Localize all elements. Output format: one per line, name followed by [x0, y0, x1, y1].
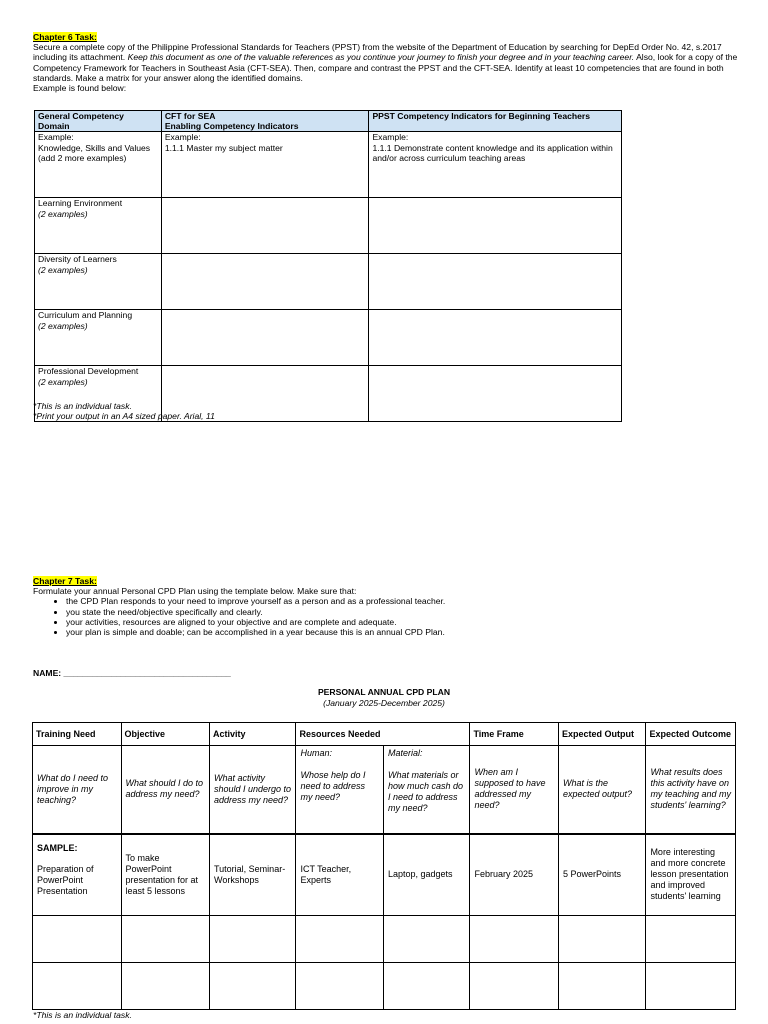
ppst-cell — [369, 254, 622, 310]
header-expected-outcome: Expected Outcome — [646, 723, 736, 746]
example-line: Example is found below: — [33, 83, 127, 94]
list-item: • your plan is simple and doable; can be accomplished in a year because this is an annual CPD Plan. — [66, 627, 739, 637]
guide-human: Human: Whose help do I need to address my need? — [296, 746, 383, 834]
cft-cell: Example: 1.1.1 Master my subject matter — [161, 132, 369, 198]
chapter-6-intro: Secure a complete copy of the Philippine Professional Standards for Teachers (PPST) from the website of the Department of Education by searching for DepEd Order No. 42, s.2017 including its attachment. Keep this document as one of the valuable references as you continue your journey to finish your degree and in your teaching career. Also, look for a copy of the Competency Framework for Teachers in Southeast Asia (CFT-SEA). Then, compare and contrast the PPST and the CFT-SEA. Identify at least 10 competencies that are found in both standards. Make a matrix for your answer along the identified domains. — [33, 42, 738, 83]
cft-cell — [161, 198, 369, 254]
plan-title: PERSONAL ANNUAL CPD PLAN — [317, 687, 451, 697]
header-ppst: PPST Competency Indicators for Beginning Teachers — [369, 111, 622, 132]
header-resources: Resources Needed — [296, 723, 470, 746]
cft-cell — [161, 310, 369, 366]
table-row — [33, 963, 736, 1010]
sample-material: Laptop, gadgets — [383, 834, 469, 916]
table-row — [35, 198, 622, 254]
sample-time: February 2025 — [470, 834, 559, 916]
header-expected-output: Expected Output — [558, 723, 645, 746]
sample-human: ICT Teacher, Experts — [296, 834, 383, 916]
table-row — [35, 310, 622, 366]
chapter-7-heading: Chapter 7 Task: — [33, 576, 97, 586]
requirements-list — [33, 596, 739, 637]
ppst-cell — [369, 366, 622, 422]
list-item: • the CPD Plan responds to your need to improve yourself as a person and as a professional teacher. — [66, 596, 739, 606]
ppst-cell — [369, 198, 622, 254]
table-row — [35, 132, 622, 198]
list-item: • your activities, resources are aligned to your objective and are complete and adequate. — [66, 617, 739, 627]
chapter-7-instructions — [33, 576, 739, 637]
guide-outcome: What results does this activity have on my teaching and my students' learning? — [646, 746, 736, 834]
chapter-6-instructions — [33, 32, 739, 93]
domain-cell: Example: Knowledge, Skills and Values (add 2 more examples) — [35, 132, 162, 198]
guide-time: When am I supposed to have addressed my need? — [470, 746, 559, 834]
table-header-row — [33, 723, 736, 746]
header-cft: CFT for SEA Enabling Competency Indicators — [161, 111, 369, 132]
domain-cell: Learning Environment (2 examples) — [35, 198, 162, 254]
chapter-6-notes — [33, 401, 215, 421]
guide-objective: What should I do to address my need? — [121, 746, 210, 834]
guide-need: What do I need to improve in my teaching? — [33, 746, 122, 834]
list-item: • you state the need/objective specifically and clearly. — [66, 607, 739, 617]
sample-activity: Tutorial, Seminar-Workshops — [210, 834, 296, 916]
cpd-plan-table — [32, 722, 736, 1010]
chapter-7-intro: Formulate your annual Personal CPD Plan using the template below. Make sure that: — [33, 586, 357, 597]
table-row — [35, 254, 622, 310]
guide-material: Material: What materials or how much cash do I need to address my need? — [383, 746, 469, 834]
header-training-need: Training Need — [33, 723, 122, 746]
ppst-cell: Example: 1.1.1 Demonstrate content knowledge and its application within and/or across curriculum teaching areas — [369, 132, 622, 198]
competency-matrix-table — [34, 110, 622, 422]
table-row — [33, 746, 736, 834]
sample-objective: To make PowerPoint presentation for at least 5 lessons — [121, 834, 210, 916]
name-line: NAME: ___________________________________ — [33, 668, 231, 678]
chapter-7-note: *This is an individual task. — [33, 1010, 132, 1020]
sample-need: SAMPLE: Preparation of PowerPoint Presentation — [33, 834, 122, 916]
guide-output: What is the expected output? — [558, 746, 645, 834]
domain-cell: Diversity of Learners (2 examples) — [35, 254, 162, 310]
domain-cell: Professional Development (2 examples) — [35, 366, 162, 422]
note-individual: *This is an individual task. — [33, 401, 132, 411]
header-objective: Objective — [121, 723, 210, 746]
cft-cell — [161, 254, 369, 310]
header-activity: Activity — [210, 723, 296, 746]
sample-outcome: More interesting and more concrete lesson presentation and improved students' learning — [646, 834, 736, 916]
note-print: *Print your output in an A4 sized paper. Arial, 11 — [33, 411, 215, 422]
ppst-cell — [369, 310, 622, 366]
header-domain: General Competency Domain — [35, 111, 162, 132]
guide-activity: What activity should I undergo to address my need? — [210, 746, 296, 834]
table-row — [33, 916, 736, 963]
header-time-frame: Time Frame — [470, 723, 559, 746]
plan-subtitle: (January 2025-December 2025) — [323, 698, 445, 708]
sample-output: 5 PowerPoints — [558, 834, 645, 916]
chapter-6-heading: Chapter 6 Task: — [33, 32, 97, 42]
table-header-row — [35, 111, 622, 132]
table-row — [33, 834, 736, 916]
domain-cell: Curriculum and Planning (2 examples) — [35, 310, 162, 366]
